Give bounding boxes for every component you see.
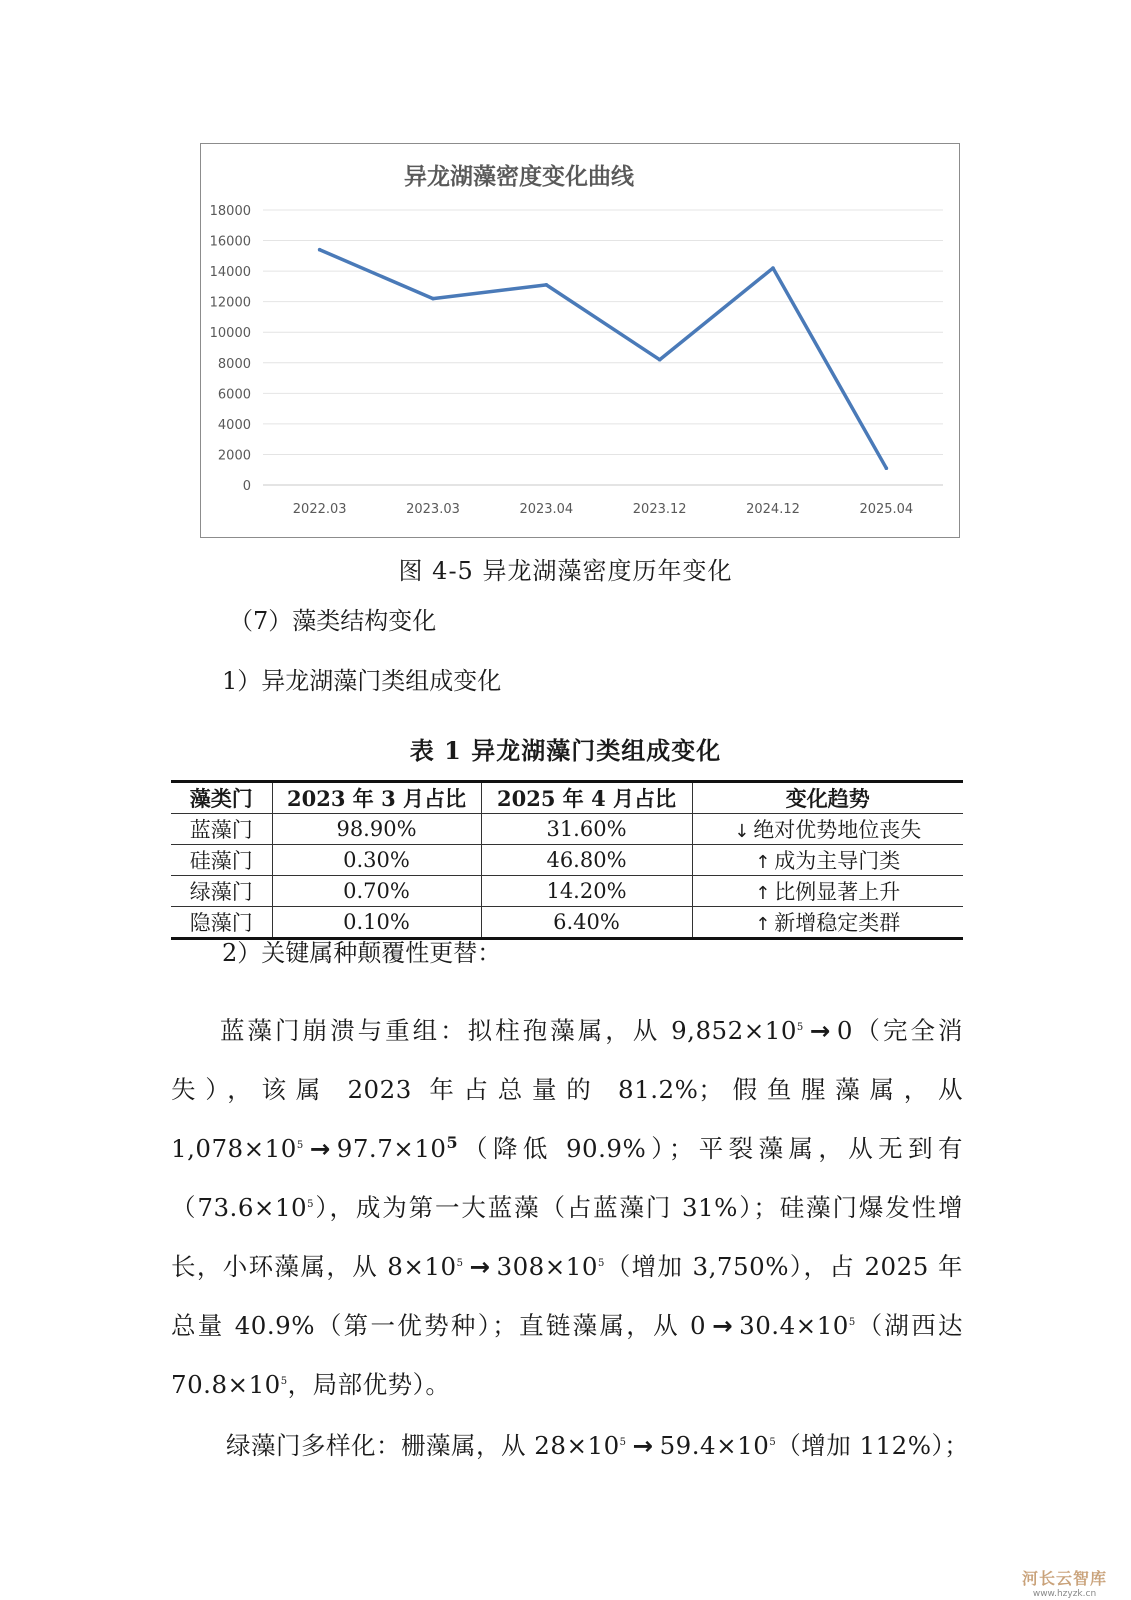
x-tick-label: 2023.12	[632, 502, 687, 517]
chart-y-ticks	[210, 204, 251, 494]
cell-apr-2025: 46.80%	[481, 845, 692, 876]
x-tick-label: 2023.03	[406, 502, 460, 517]
y-tick-label: 8000	[217, 356, 251, 372]
cell-trend	[692, 814, 963, 845]
y-tick-label: 4000	[217, 417, 251, 433]
cell-apr-2025: 31.60%	[481, 814, 692, 845]
chart-svg	[201, 144, 959, 537]
data-point	[885, 466, 889, 470]
right-arrow-icon: →	[309, 1134, 331, 1163]
section-heading-7: （7）藻类结构变化	[229, 607, 437, 635]
body-paragraph-cyanobacteria	[171, 1001, 963, 1414]
cell-trend	[692, 876, 963, 907]
text-run: ），成为第一大蓝藻（占蓝藻门 31%）；硅藻门爆发性增长，小环藻属，从 8×10	[171, 1193, 963, 1281]
data-point	[431, 297, 435, 301]
cell-trend	[692, 845, 963, 876]
exponent: 5	[769, 1436, 777, 1448]
subsection-heading-1: 1）异龙湖藻门类组成变化	[222, 667, 502, 695]
exponent: 5	[796, 1021, 804, 1033]
cell-phylum: 蓝藻门	[171, 814, 272, 845]
phylum-composition-table	[171, 780, 963, 940]
y-tick-label: 16000	[209, 234, 251, 250]
text-run: （增加 112%）；	[776, 1431, 970, 1460]
body-paragraph-green-algae	[226, 1427, 969, 1462]
table-row	[171, 845, 963, 876]
text-run: 30.4×10	[739, 1311, 849, 1340]
trend-text: 绝对优势地位丧失	[753, 818, 922, 842]
right-arrow-icon: →	[712, 1311, 734, 1340]
header-phylum: 藻类门	[171, 782, 272, 814]
header-trend: 变化趋势	[692, 782, 963, 814]
data-point	[658, 358, 662, 362]
y-tick-label: 14000	[209, 265, 251, 281]
exponent: 5	[456, 1257, 464, 1269]
exponent: 5	[280, 1375, 288, 1387]
text-run: （降低 90.9%）；平裂藻属，从无到有（73.6×10	[171, 1134, 963, 1222]
table-header-row	[171, 782, 963, 814]
watermark	[1022, 1566, 1107, 1599]
x-tick-label: 2023.04	[519, 502, 574, 517]
subsection-heading-2: 2）关键属种颠覆性更替：	[222, 939, 502, 967]
cell-mar-2023: 0.30%	[272, 845, 481, 876]
table-title: 表 1 异龙湖藻门类组成变化	[409, 736, 722, 765]
y-tick-label: 6000	[217, 387, 251, 403]
data-point	[545, 283, 549, 287]
right-arrow-icon: →	[469, 1252, 491, 1281]
table-row	[171, 814, 963, 845]
chart-x-ticks	[293, 502, 913, 517]
right-arrow-icon: →	[809, 1016, 831, 1045]
text-run: （增加 3,750%），占 2025 年总量 40.9%（第一优势种）；直链藻属，从 0	[171, 1252, 963, 1340]
exponent: 5	[619, 1436, 627, 1448]
cell-mar-2023: 98.90%	[272, 814, 481, 845]
chart-title: 异龙湖藻密度变化曲线	[404, 163, 634, 190]
x-tick-label: 2025.04	[859, 502, 914, 517]
cell-mar-2023: 0.70%	[272, 876, 481, 907]
text-run: （湖西达 70.8×10	[171, 1311, 963, 1399]
text-run: 蓝藻门崩溃与重组：拟柱孢藻属，从 9,852×10	[220, 1016, 797, 1045]
trend-text: 新增稳定类群	[774, 911, 901, 935]
table-row	[171, 876, 963, 907]
right-arrow-icon: →	[632, 1431, 654, 1460]
chart-gridlines	[263, 210, 943, 485]
exponent: 5	[296, 1139, 304, 1151]
exponent: 5	[597, 1257, 605, 1269]
up-arrow-icon: ↑	[755, 883, 771, 904]
header-mar-2023: 2023 年 3 月占比	[272, 782, 481, 814]
up-arrow-icon: ↑	[755, 914, 771, 935]
x-tick-label: 2024.12	[746, 502, 800, 517]
exponent: 5	[848, 1316, 856, 1328]
cell-apr-2025: 6.40%	[481, 907, 692, 939]
chart-series	[318, 248, 888, 470]
series-line	[320, 250, 887, 468]
cell-apr-2025: 14.20%	[481, 876, 692, 907]
trend-text: 比例显著上升	[774, 880, 901, 904]
paragraph-text	[171, 1001, 963, 1414]
y-tick-label: 0	[242, 479, 251, 494]
algae-density-chart	[200, 143, 960, 538]
y-tick-label: 18000	[209, 204, 251, 219]
cell-mar-2023: 0.10%	[272, 907, 481, 939]
trend-text: 成为主导门类	[774, 849, 901, 873]
cell-trend	[692, 907, 963, 939]
watermark-title: 河长云智库	[1021, 1569, 1107, 1588]
data-point	[771, 266, 775, 270]
cell-phylum: 绿藻门	[171, 876, 272, 907]
x-tick-label: 2022.03	[292, 502, 347, 517]
cell-phylum: 隐藻门	[171, 907, 272, 939]
y-tick-label: 12000	[209, 295, 251, 311]
text-run: 59.4×10	[659, 1431, 770, 1460]
cell-phylum: 硅藻门	[171, 845, 272, 876]
text-run: 97.7×10	[336, 1134, 447, 1163]
y-tick-label: 2000	[217, 448, 251, 464]
exponent: 5	[307, 1198, 314, 1210]
data-point	[318, 248, 322, 252]
text-run: 绿藻门多样化：栅藻属，从 28×10	[226, 1431, 620, 1460]
up-arrow-icon: ↑	[755, 852, 771, 873]
text-run: ，局部优势）。	[287, 1370, 451, 1399]
exponent: 5	[446, 1132, 459, 1152]
figure-caption: 图 4-5 异龙湖藻密度历年变化	[398, 557, 733, 585]
down-arrow-icon: ↓	[734, 821, 750, 842]
header-apr-2025: 2025 年 4 月占比	[481, 782, 692, 814]
y-tick-label: 10000	[209, 326, 251, 342]
watermark-url: www.hzyzk.cn	[1032, 1589, 1097, 1599]
text-run: 0（完全消失），该属 2023 年占总量的 81.2%；假鱼腥藻属，从 1,078×10	[171, 1016, 963, 1163]
text-run: 308×10	[496, 1252, 598, 1281]
